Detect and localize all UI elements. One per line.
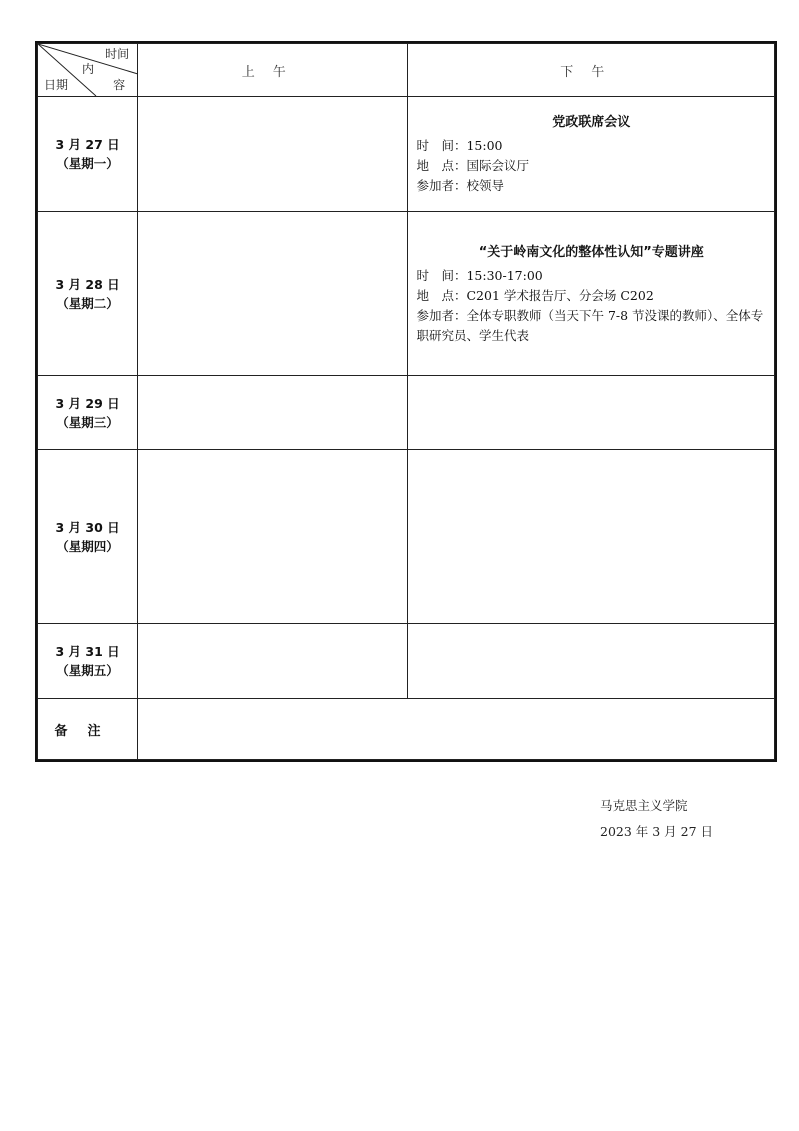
weekday-text: （星期五）: [56, 663, 119, 678]
afternoon-cell: [408, 624, 775, 699]
morning-cell: [138, 97, 408, 212]
event-attendees: 参加者：校领导: [416, 178, 504, 193]
event-time: 时 间：15:00: [416, 138, 503, 153]
table-row: [38, 97, 775, 212]
corner-header-cell: [38, 44, 138, 97]
afternoon-cell: [408, 212, 775, 376]
footer-date: 2023 年 3 月 27 日: [600, 824, 714, 839]
event-block: [408, 242, 774, 346]
date-cell: [38, 97, 138, 212]
date-text: 3 月 28 日: [55, 276, 120, 292]
afternoon-cell: [408, 376, 775, 450]
event-place: 地 点：C201 学术报告厅、分会场 C202: [416, 287, 654, 303]
corner-date-label: 日期: [44, 78, 69, 92]
corner-time-label: 时间: [105, 47, 130, 61]
date-text: 3 月 31 日: [55, 644, 120, 659]
afternoon-header: 下午: [408, 44, 775, 97]
event-place: 地 点：国际会议厅: [416, 158, 529, 173]
afternoon-cell: [408, 450, 775, 624]
afternoon-cell: [408, 97, 775, 212]
table-row: [38, 376, 775, 450]
date-cell: [38, 212, 138, 376]
date-cell: [38, 376, 138, 450]
event-title: 党政联席会议: [552, 115, 631, 130]
event-attendees: 参加者：全体专职教师（当天下午 7-8 节没课的教师）、全体专职研究员、学生代表: [416, 307, 764, 343]
morning-cell: [138, 450, 408, 624]
weekday-text: （星期二）: [56, 295, 119, 311]
date-text: 3 月 30 日: [55, 519, 120, 535]
table-row: [38, 450, 775, 624]
table-row: [38, 624, 775, 699]
weekday-text: （星期三）: [56, 414, 119, 430]
footer-organization: 马克思主义学院: [600, 798, 688, 813]
morning-header: 上午: [138, 44, 408, 97]
date-cell: [38, 450, 138, 624]
header-row: [38, 44, 775, 97]
corner-content-label-1: 内: [82, 62, 95, 76]
notes-content-cell: [138, 699, 775, 760]
weekday-text: （星期一）: [56, 156, 119, 171]
morning-cell: [138, 212, 408, 376]
corner-content-label-2: 容: [113, 78, 126, 92]
notes-row: [38, 699, 775, 760]
event-block: [408, 112, 774, 196]
event-time: 时 间：15:30-17:00: [416, 267, 543, 283]
weekly-schedule-table: [37, 43, 775, 760]
morning-cell: [138, 624, 408, 699]
notes-label: 备注: [38, 699, 138, 760]
event-title: “关于岭南文化的整体性认知”专题讲座: [478, 244, 704, 260]
date-text: 3 月 27 日: [55, 137, 120, 152]
date-text: 3 月 29 日: [55, 395, 120, 411]
weekday-text: （星期四）: [56, 538, 119, 554]
table-row: [38, 212, 775, 376]
morning-cell: [138, 376, 408, 450]
date-cell: [38, 624, 138, 699]
